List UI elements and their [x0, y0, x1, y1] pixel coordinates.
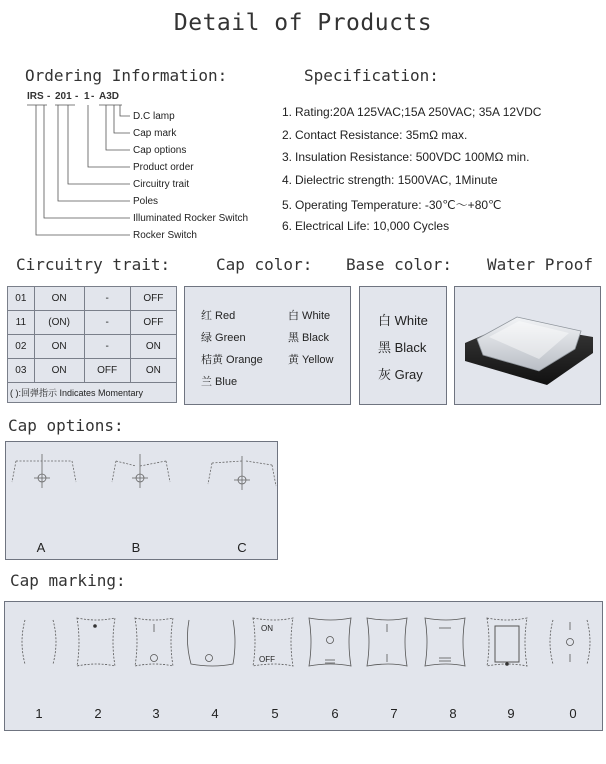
ordering-label-dc-lamp: D.C lamp: [133, 111, 175, 122]
cap-marking-panel: [4, 601, 603, 731]
water-proof-panel: [454, 286, 601, 405]
momentary-note: ( ):回弹指示 Indicates Momentary: [8, 383, 177, 403]
specification-heading: Specification:: [304, 66, 439, 85]
cap-options-heading: Cap options:: [8, 416, 124, 435]
cap-mark-label-0: 0: [569, 706, 577, 721]
cap-color-yellow: 黄 Yellow: [288, 354, 334, 366]
ordering-label-illuminated-rocker: Illuminated Rocker Switch: [133, 213, 249, 224]
cap-option-label-a: A: [36, 540, 46, 555]
cap-color-white: 白 White: [288, 310, 331, 322]
base-color-gray: 灰 Gray: [378, 367, 423, 382]
ordering-heading: Ordering Information:: [25, 66, 228, 85]
circuitry-table: [7, 286, 177, 403]
cap-mark-label-8: 8: [449, 706, 457, 721]
spec-item: 2. Contact Resistance: 35mΩ max.: [282, 128, 468, 142]
spec-item: 6. Electrical Life: 10,000 Cycles: [282, 219, 450, 233]
spec-item: 1. Rating:20A 125VAC;15A 250VAC; 35A 12VDC: [282, 105, 542, 119]
cap-mark-label-3: 3: [152, 706, 160, 721]
ordering-label-circuitry-trait: Circuitry trait: [133, 179, 190, 190]
spec-item: 3. Insulation Resistance: 500VDC 100MΩ min.: [282, 150, 530, 164]
cap-options-panel: [5, 441, 278, 560]
cap-mark-label-2: 2: [94, 706, 102, 721]
ordering-label-rocker-switch: Rocker Switch: [133, 230, 197, 241]
base-color-heading: Base color:: [346, 255, 452, 274]
base-color-black: 黑 Black: [378, 340, 427, 355]
cap-color-orange: 桔黄 Orange: [201, 354, 263, 366]
cap-mark-on-text: ON: [261, 624, 273, 633]
table-row: 03 ON OFF ON: [8, 359, 177, 383]
table-row: 11 (ON) - OFF: [8, 311, 177, 335]
cap-mark-label-5: 5: [271, 706, 279, 721]
code-dash: -: [47, 91, 51, 102]
cap-color-blue: 兰 Blue: [201, 376, 238, 388]
cap-color-green: 绿 Green: [201, 332, 246, 344]
cap-color-panel: [184, 286, 351, 405]
spec-item: 5. Operating Temperature: -30℃～+80℃: [282, 198, 502, 212]
cap-option-a-diagram: [12, 454, 76, 488]
cap-mark-label-6: 6: [331, 706, 339, 721]
cap-mark-label-4: 4: [211, 706, 219, 721]
cap-mark-label-7: 7: [390, 706, 398, 721]
water-proof-heading: Water Proof: [487, 255, 593, 274]
code-a3d: A3D: [99, 91, 120, 102]
waterproof-cover-image: [455, 287, 602, 406]
table-row: 02 ON - ON: [8, 335, 177, 359]
spec-item: 4. Dielectric strength: 1500VAC, 1Minute: [282, 173, 498, 187]
code-dash: -: [91, 91, 95, 102]
cap-option-c-diagram: [208, 456, 276, 490]
cap-mark-label-1: 1: [35, 706, 43, 721]
cap-color-red: 红 Red: [201, 310, 236, 322]
code-dash: -: [75, 91, 79, 102]
cap-option-label-b: B: [131, 540, 141, 555]
cap-mark-label-9: 9: [507, 706, 515, 721]
base-color-white: 白 White: [378, 313, 428, 328]
table-row: 01 ON - OFF: [8, 287, 177, 311]
circuitry-heading: Circuitry trait:: [16, 255, 171, 274]
cap-option-label-c: C: [237, 540, 247, 555]
cap-color-black: 黑 Black: [288, 332, 329, 344]
ordering-label-cap-options: Cap options: [133, 145, 187, 156]
table-row: [8, 383, 177, 403]
code-1: 1: [84, 91, 90, 102]
code-irs: IRS: [27, 91, 44, 102]
cap-mark-off-text: OFF: [259, 655, 275, 664]
cap-option-b-diagram: [112, 454, 170, 488]
ordering-label-cap-mark: Cap mark: [133, 128, 177, 139]
code-201: 201: [55, 91, 72, 102]
ordering-label-product-order: Product order: [133, 162, 194, 173]
page-title: Detail of Products: [173, 10, 433, 36]
cap-marking-heading: Cap marking:: [10, 571, 126, 590]
ordering-label-poles: Poles: [133, 196, 159, 207]
cap-color-heading: Cap color:: [216, 255, 313, 274]
